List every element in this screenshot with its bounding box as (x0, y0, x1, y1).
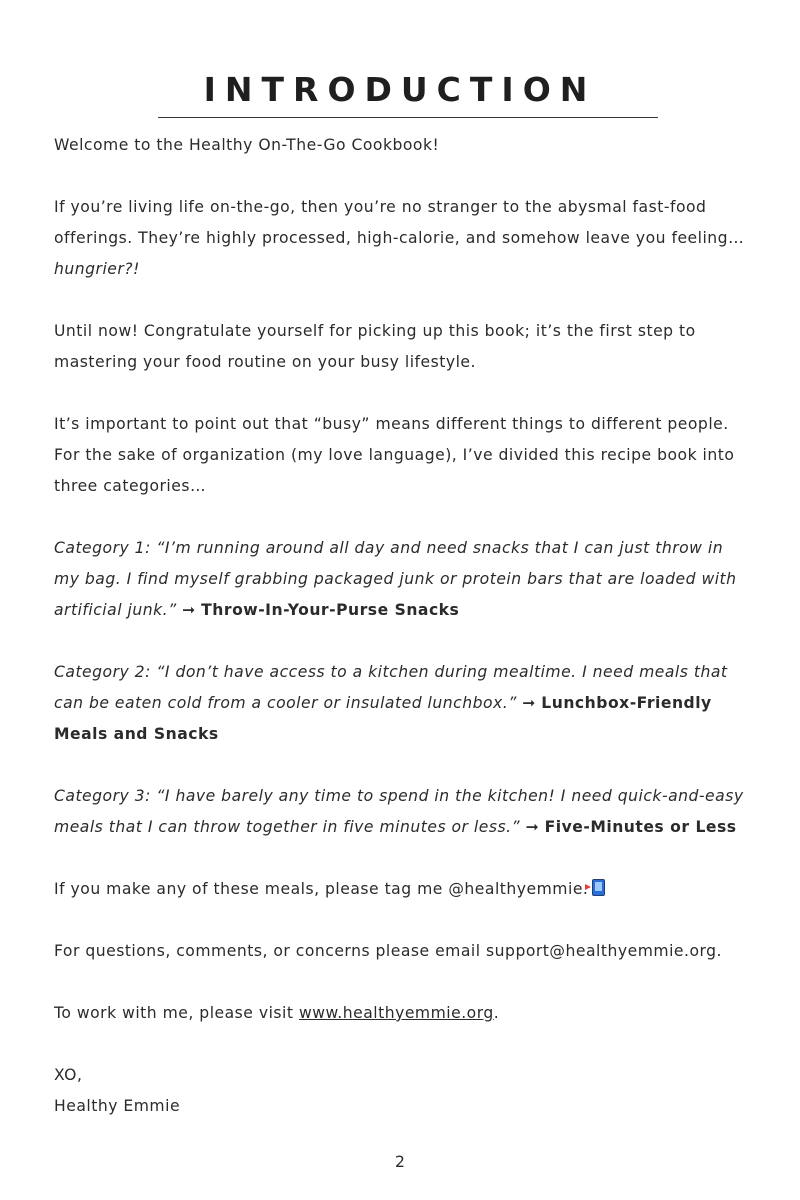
on-the-go-emphasis: hungrier?! (54, 260, 140, 278)
category-3-name: Five-Minutes or Less (544, 818, 737, 836)
busy-text: It’s important to point out that “busy” means different things to different people. For the sake of organization (my love language), I’ve divided this recipe book into three categories… (54, 415, 735, 495)
until-now-text: Until now! Congratulate yourself for picking up this book; it’s the first step to mastering your food routine on your busy lifestyle. (54, 322, 696, 371)
questions-paragraph (54, 936, 746, 967)
category-1-name: Throw-In-Your-Purse Snacks (201, 601, 460, 619)
work-prefix: To work with me, please visit (54, 1004, 299, 1022)
category-1-arrow: ➞ (176, 601, 202, 619)
welcome-text: Welcome to the Healthy On-The-Go Cookbook! (54, 136, 440, 154)
introduction-body (54, 130, 746, 1122)
page-number: 2 (395, 1153, 405, 1171)
category-1-quote: Category 1: “I’m running around all day and need snacks that I can just throw in my bag. I find myself grabbing packaged junk or protein bars that are loaded with artificial junk.” (54, 539, 737, 619)
busy-paragraph (54, 409, 746, 502)
category-2-paragraph (54, 657, 746, 750)
category-2-name: Lunchbox-Friendly Meals and Snacks (54, 694, 712, 743)
category-2-quote: Category 2: “I don’t have access to a kitchen during mealtime. I need meals that can be eaten cold from a cooler or insulated lunchbox.” (54, 663, 728, 712)
tag-paragraph (54, 874, 746, 905)
on-the-go-paragraph (54, 192, 746, 285)
category-3-quote: Category 3: “I have barely any time to spend in the kitchen! I need quick-and-easy meals that I can throw together in five minutes or less.” (54, 787, 744, 836)
tag-text: If you make any of these meals, please tag me @healthyemmie. (54, 880, 589, 898)
on-the-go-text: If you’re living life on-the-go, then you’re no stranger to the abysmal fast-food offerings. They’re highly processed, high-calorie, and somehow leave you feeling… (54, 198, 745, 247)
website-link[interactable]: www.healthyemmie.org (298, 1004, 494, 1022)
title-underline-divider (158, 117, 658, 118)
until-now-paragraph (54, 316, 746, 378)
mobile-phone-arrow-icon (592, 879, 605, 896)
page-title: INTRODUCTION (203, 70, 597, 109)
questions-text: For questions, comments, or concerns please email support@healthyemmie.org. (54, 942, 722, 960)
category-2-arrow: ➞ (516, 694, 542, 712)
signoff-closing: XO, (54, 1066, 83, 1084)
signoff-name: Healthy Emmie (54, 1097, 181, 1115)
category-3-arrow: ➞ (520, 818, 545, 836)
work-paragraph (54, 998, 746, 1029)
category-3-paragraph (54, 781, 746, 843)
welcome-paragraph (54, 130, 746, 161)
category-1-paragraph (54, 533, 746, 626)
work-suffix: . (493, 1004, 500, 1022)
